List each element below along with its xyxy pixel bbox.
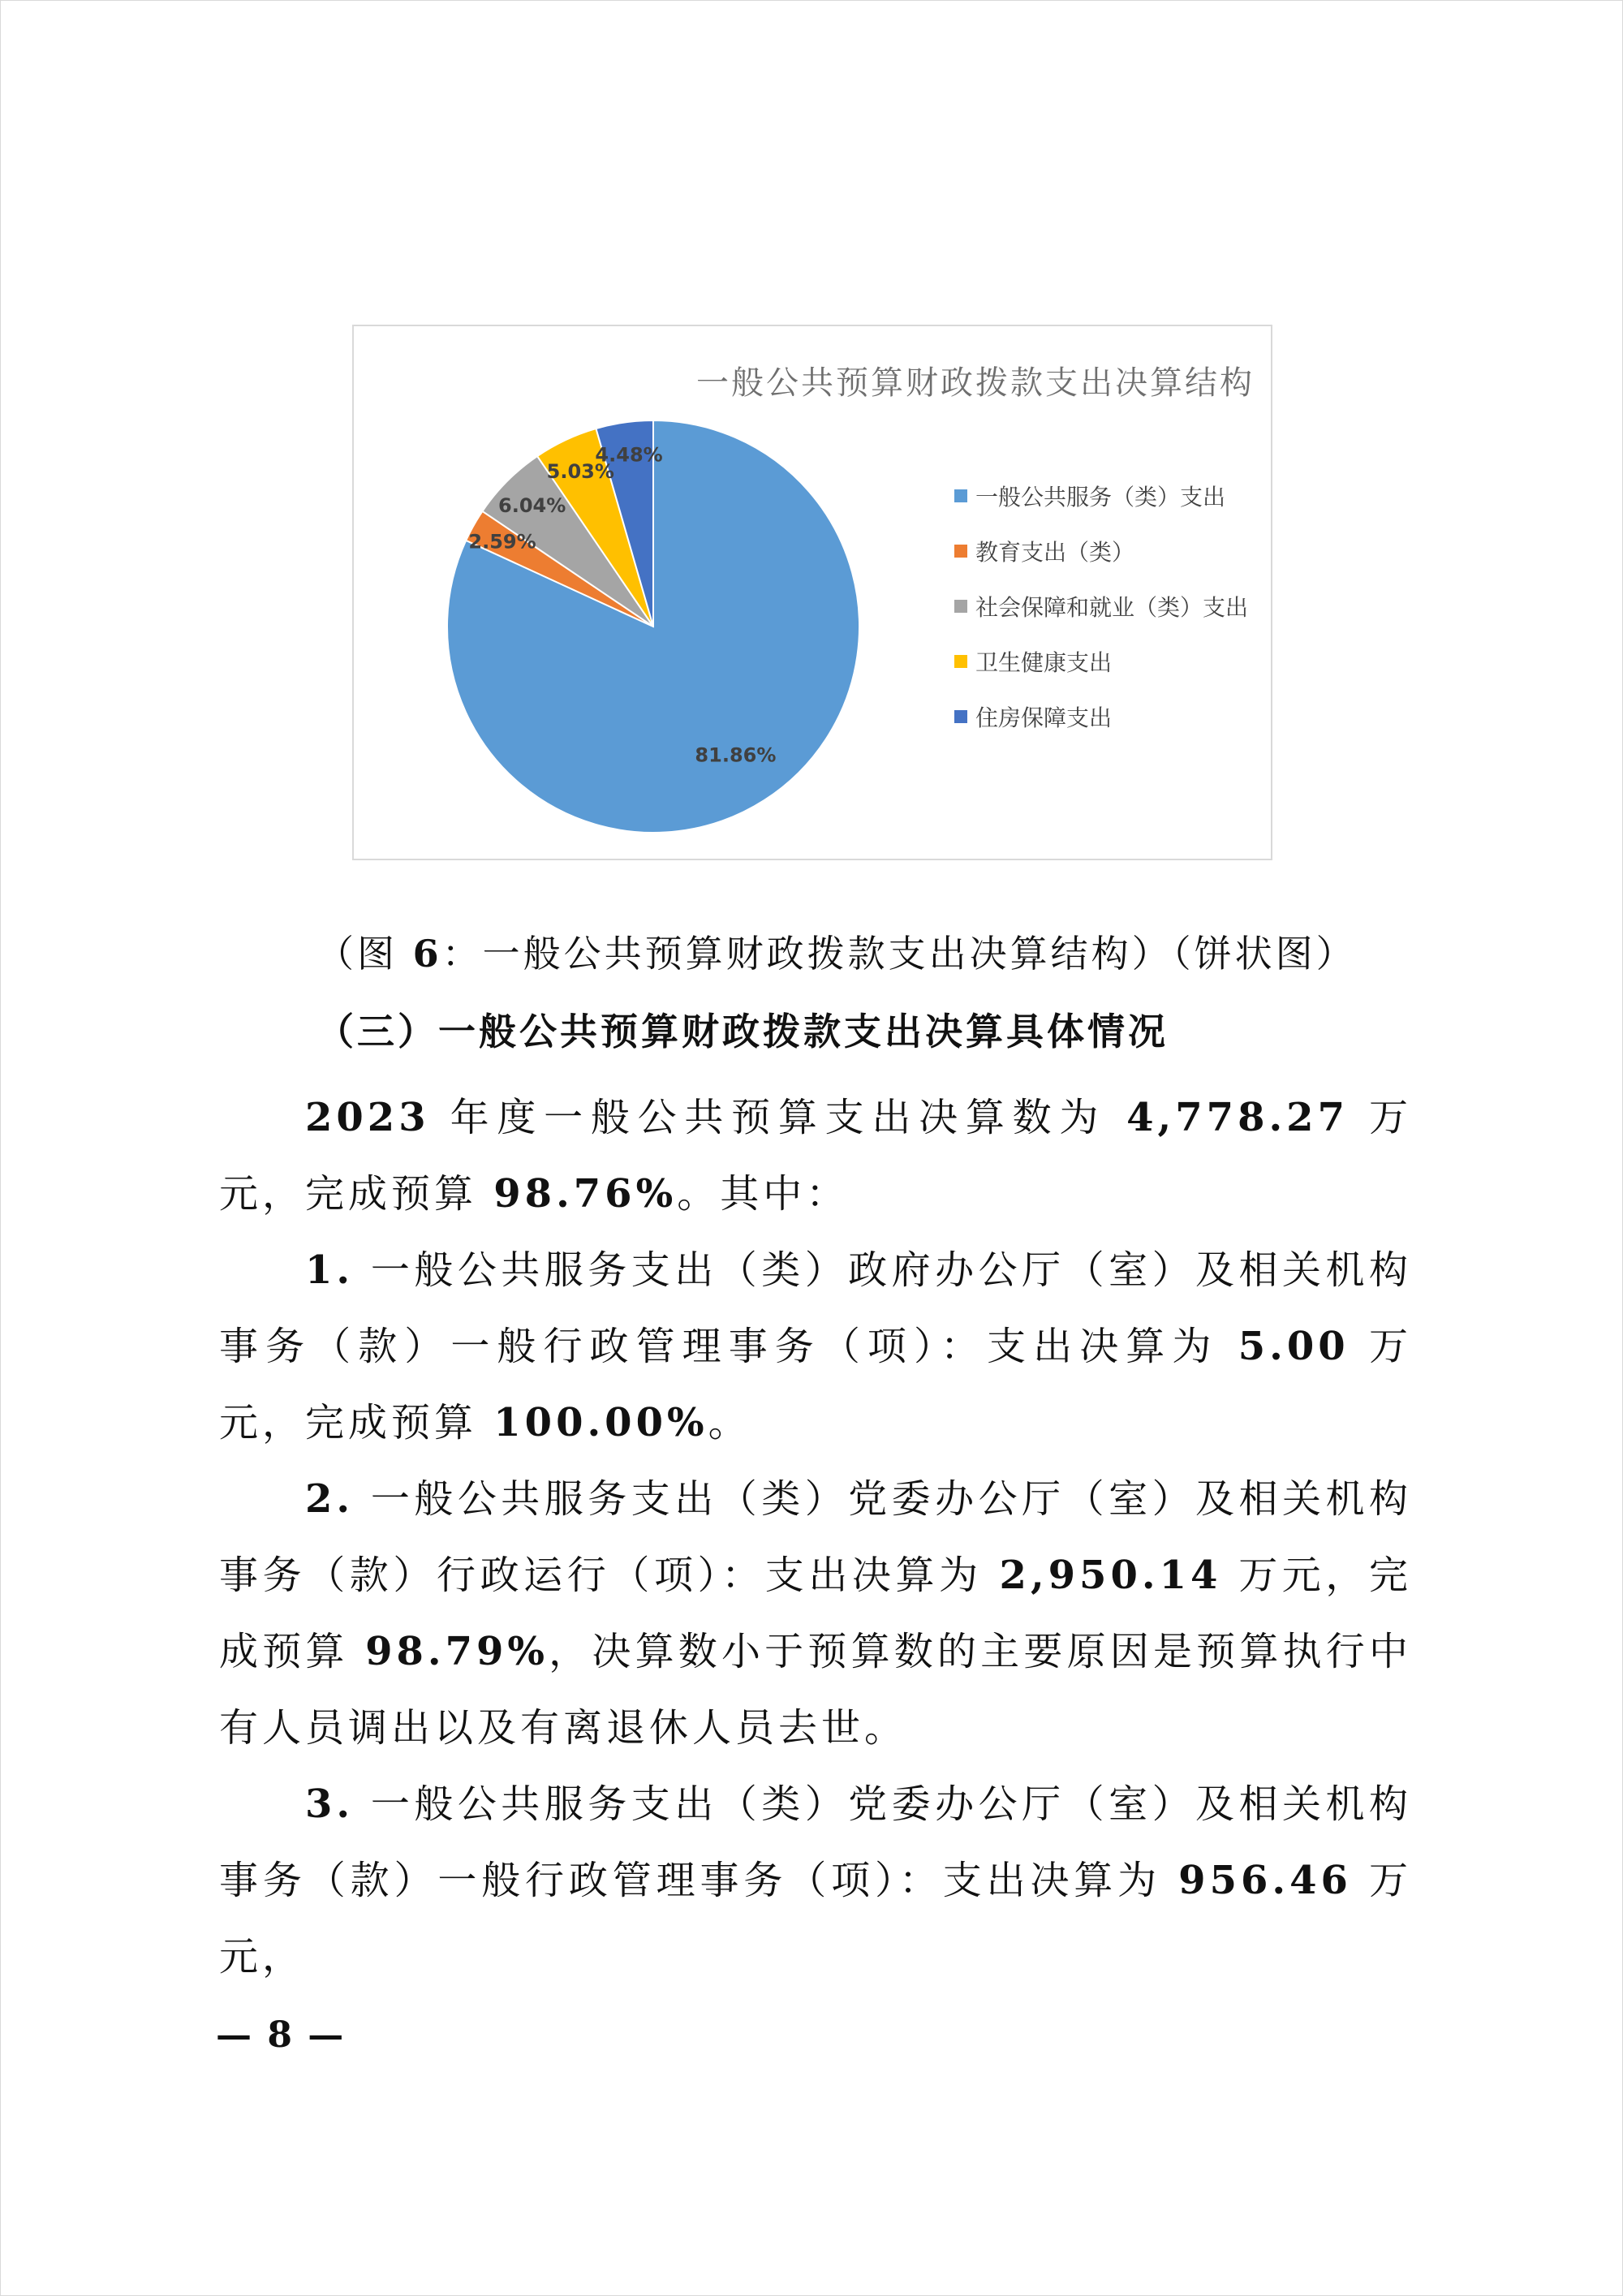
summary-year: 2023: [305, 1095, 430, 1140]
body-text: [219, 1079, 1412, 1995]
caption-prefix: （图: [316, 932, 413, 976]
item-rate: 98.79%: [365, 1629, 549, 1674]
legend-label: 住房保障支出: [975, 704, 1113, 731]
item-amount: 2,950.14: [999, 1553, 1222, 1598]
item-text: 。: [708, 1400, 751, 1445]
item-amount: 956.46: [1178, 1858, 1352, 1903]
legend-label: 卫生健康支出: [975, 649, 1113, 676]
legend-item-housing: [954, 689, 1248, 744]
item-text: 万元，完成预算: [219, 1553, 1412, 1674]
legend-swatch: [954, 655, 967, 668]
summary-text: 年度一般公共预算支出决算数为: [429, 1095, 1127, 1140]
item-paragraph-1: [219, 1232, 1412, 1461]
legend-swatch: [954, 545, 967, 558]
item-number: 3.: [305, 1781, 355, 1827]
legend-item-social-security: [954, 579, 1248, 634]
item-number: 2.: [305, 1476, 355, 1522]
summary-paragraph: [219, 1079, 1412, 1232]
label-education: 2.59%: [468, 530, 536, 554]
item-paragraph-3: [219, 1766, 1412, 1995]
figure-caption: [316, 925, 1453, 982]
legend-item-education: [954, 523, 1248, 579]
item-paragraph-2: [219, 1461, 1412, 1766]
caption-text: ：一般公共预算财政拨款支出决算结构）（饼状图）: [441, 932, 1357, 976]
summary-text: 万元，完成预算: [219, 1095, 1412, 1217]
legend-swatch: [954, 489, 967, 502]
item-text: 一般公共服务支出（类）党委办公厅（室）及相关机构事务（款）一般行政管理事务（项）：支出决算为: [219, 1781, 1412, 1903]
legend-item-health: [954, 634, 1248, 689]
legend-label: 教育支出（类）: [975, 539, 1135, 566]
summary-text: 。其中：: [677, 1171, 850, 1217]
caption-number: 6: [412, 932, 442, 976]
legend-label: 一般公共服务（类）支出: [975, 484, 1226, 510]
chart-title: 一般公共预算财政拨款支出决算结构: [696, 364, 1255, 402]
chart-legend: [954, 468, 1248, 744]
item-text: 万元，完成预算: [219, 1324, 1412, 1445]
item-number: 1.: [305, 1247, 355, 1293]
page-number: — 8 —: [216, 2014, 346, 2056]
summary-amount: 4,778.27: [1126, 1095, 1349, 1140]
legend-swatch: [954, 600, 967, 613]
summary-rate: 98.76%: [493, 1171, 678, 1217]
label-social-security: 6.04%: [498, 494, 566, 518]
item-text: 一般公共服务支出（类）党委办公厅（室）及相关机构事务（款）行政运行（项）：支出决算为: [219, 1476, 1412, 1598]
item-text: 一般公共服务支出（类）政府办公厅（室）及相关机构事务（款）一般行政管理事务（项）：支出决算为: [219, 1247, 1412, 1369]
label-general-public-services: 81.86%: [695, 743, 777, 767]
item-amount: 5.00: [1238, 1324, 1350, 1369]
section-heading: （三）一般公共预算财政拨款支出决算具体情况: [316, 1010, 1169, 1053]
legend-label: 社会保障和就业（类）支出: [975, 594, 1249, 621]
label-housing: 4.48%: [595, 443, 663, 467]
item-text: ，决算数小于预算数的主要原因是预算执行中有人员调出以及有离退休人员去世。: [219, 1629, 1412, 1751]
item-text: 万元，: [219, 1858, 1412, 1979]
label-health: 5.03%: [546, 460, 614, 484]
item-rate: 100.00%: [493, 1400, 708, 1445]
legend-item-general-public-services: [954, 468, 1248, 523]
legend-swatch: [954, 710, 967, 723]
pie-chart: [352, 325, 1272, 860]
